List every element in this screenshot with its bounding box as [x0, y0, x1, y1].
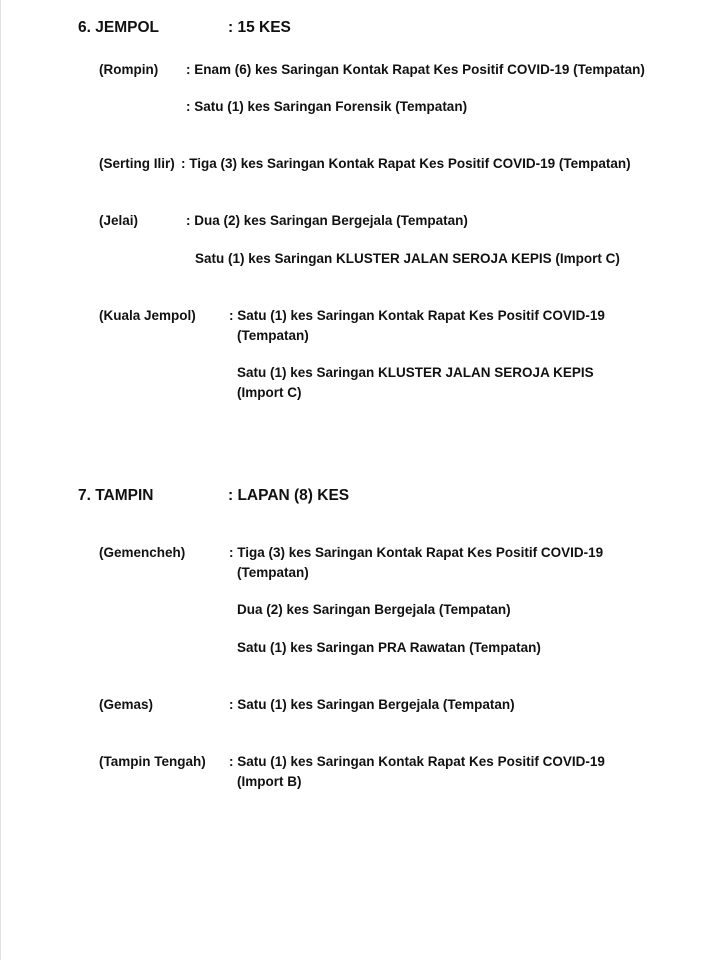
area-line: : Tiga (3) kes Saringan Kontak Rapat Kes Positif COVID-19: [229, 545, 604, 560]
area-name: (Kuala Jempol): [99, 308, 196, 323]
section-total: : 15 KES: [228, 19, 291, 36]
area-name: (Serting Ilir): [99, 156, 175, 171]
area-line: Satu (1) kes Saringan KLUSTER JALAN SEROJA KEPIS (Import C): [195, 251, 620, 266]
section-heading: 7. TAMPIN: [78, 487, 154, 504]
area-name: (Gemencheh): [99, 545, 186, 560]
area-line: : Satu (1) kes Saringan Kontak Rapat Kes Positif COVID-19: [229, 308, 605, 323]
area-name: (Rompin): [99, 62, 159, 77]
area-line: Dua (2) kes Saringan Bergejala (Tempatan): [237, 602, 511, 617]
area-line: (Tempatan): [237, 328, 309, 343]
area-name: (Tampin Tengah): [99, 754, 206, 769]
area-name: (Gemas): [99, 697, 154, 712]
area-line: : Satu (1) kes Saringan Forensik (Tempatan): [186, 99, 468, 114]
area-line: : Satu (1) kes Saringan Bergejala (Tempatan): [229, 697, 515, 712]
area-line: : Satu (1) kes Saringan Kontak Rapat Kes Positif COVID-19: [229, 754, 605, 769]
area-line: (Import B): [237, 774, 302, 789]
area-line: : Dua (2) kes Saringan Bergejala (Tempatan): [186, 213, 468, 228]
section-total: : LAPAN (8) KES: [228, 487, 350, 504]
area-name: (Jelai): [99, 213, 139, 228]
area-line: Satu (1) kes Saringan KLUSTER JALAN SEROJA KEPIS: [237, 365, 594, 380]
area-line: (Import C): [237, 385, 302, 400]
area-line: (Tempatan): [237, 565, 309, 580]
section-heading: 6. JEMPOL: [78, 19, 159, 36]
area-line: Satu (1) kes Saringan PRA Rawatan (Tempatan): [237, 640, 541, 655]
area-line: : Enam (6) kes Saringan Kontak Rapat Kes Positif COVID-19 (Tempatan): [186, 62, 645, 77]
area-line: : Tiga (3) kes Saringan Kontak Rapat Kes Positif COVID-19 (Tempatan): [181, 156, 631, 171]
